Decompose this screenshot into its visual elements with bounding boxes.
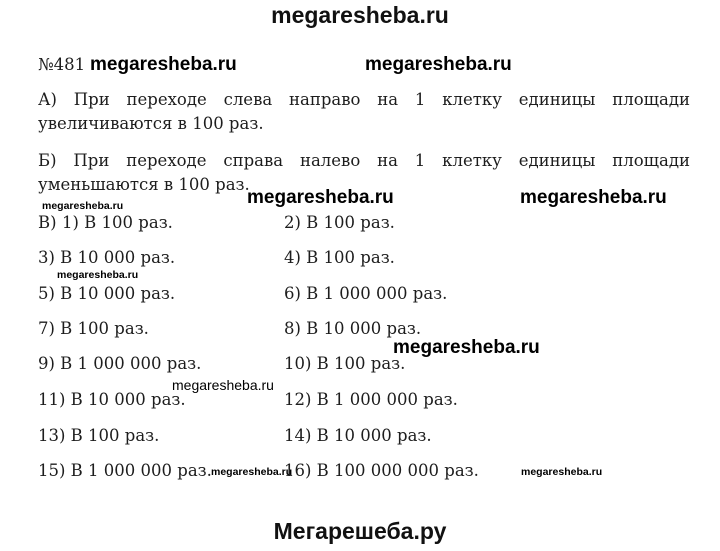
answer-10: 10) В 100 раз. — [284, 354, 406, 373]
watermark: megaresheba.ru — [42, 200, 124, 212]
watermark: megaresheba.ru — [90, 54, 237, 75]
answer-6: 6) В 1 000 000 раз. — [284, 284, 448, 303]
answer-8: 8) В 10 000 раз. — [284, 319, 422, 338]
answer-15: 15) В 1 000 000 раз. — [38, 461, 212, 480]
answer-9: 9) В 1 000 000 раз. — [38, 354, 202, 373]
part-v-prefix: В) — [38, 213, 57, 232]
watermark: megaresheba.ru — [393, 337, 540, 358]
answer-5: 5) В 10 000 раз. — [38, 284, 176, 303]
answer-11: 11) В 10 000 раз. — [38, 390, 186, 409]
watermark: megaresheba.ru — [172, 377, 274, 393]
watermark: megaresheba.ru — [365, 54, 512, 75]
watermark: megaresheba.ru — [520, 187, 667, 208]
answer-14: 14) В 10 000 раз. — [284, 426, 432, 445]
watermark: megaresheba.ru — [247, 187, 394, 208]
site-header-title: megaresheba.ru — [271, 2, 449, 28]
answer-3: 3) В 10 000 раз. — [38, 248, 176, 267]
answer-16: 16) В 100 000 000 раз. — [284, 461, 479, 480]
task-part-b: Б) При переходе справа налево на 1 клетку единицы площади уменьшаются в 100 раз. — [38, 151, 690, 194]
answer-12: 12) В 1 000 000 раз. — [284, 390, 458, 409]
site-footer-title: Мегарешеба.ру — [273, 518, 447, 544]
answer-4: 4) В 100 раз. — [284, 248, 395, 267]
watermark: megaresheba.ru — [57, 269, 139, 281]
answer-13: 13) В 100 раз. — [38, 426, 160, 445]
answer-7: 7) В 100 раз. — [38, 319, 149, 338]
task-number: №481 — [38, 55, 86, 74]
answer-1: 1) В 100 раз. — [62, 213, 173, 232]
watermark: megaresheba.ru — [211, 466, 293, 478]
watermark: megaresheba.ru — [521, 466, 603, 478]
task-part-a: А) При переходе слева направо на 1 клетку единицы площади увеличиваются в 100 раз. — [38, 90, 690, 133]
answer-2: 2) В 100 раз. — [284, 213, 395, 232]
